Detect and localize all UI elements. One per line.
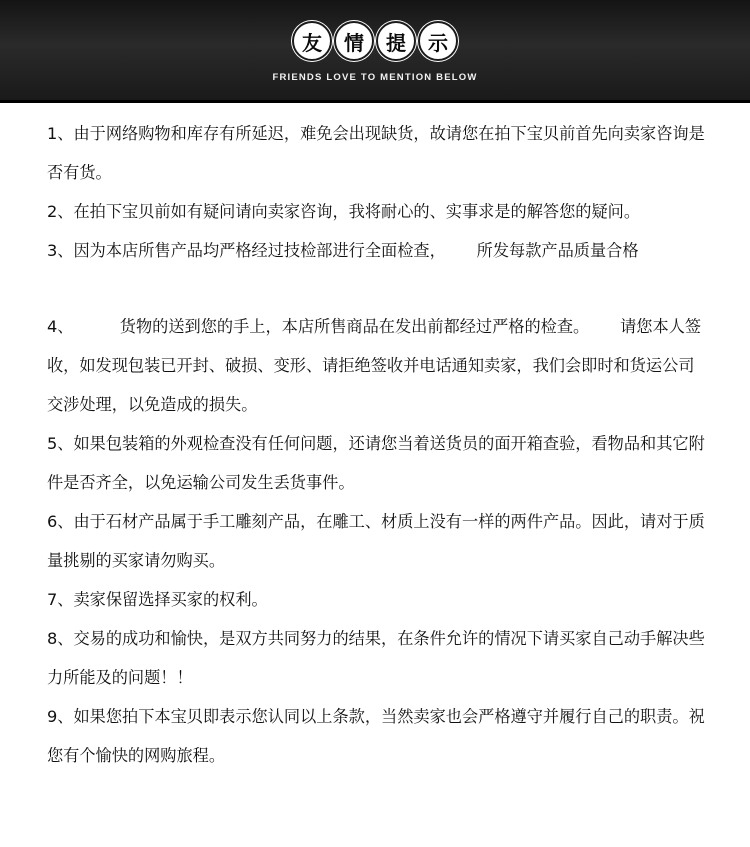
notice-list (47, 114, 705, 775)
notice-item-2: 2、在拍下宝贝前如有疑问请向卖家咨询，我将耐心的、实事求是的解答您的疑问。 (47, 202, 641, 221)
notice-item-3: 3、因为本店所售产品均严格经过技检部进行全面检查， 所发每款产品质量合格 (47, 241, 639, 260)
notice-item-7: 7、卖家保留选择买家的权利。 (47, 590, 268, 609)
title-row (0, 21, 750, 61)
title-char-3: 提 (376, 21, 416, 61)
title-char-1: 友 (292, 21, 332, 61)
notice-item-8: 8、交易的成功和愉快，是双方共同努力的结果，在条件允许的情况下请买家自己动手解决些力所能及的问题！！ (47, 629, 705, 687)
notice-item-4: 4、 货物的送到您的手上，本店所售商品在发出前都经过严格的检查。 请您本人签收，如发现包装已开封、破损、变形、请拒绝签收并电话通知卖家，我们会即时和货运公司交涉处理，以免造成的损失。 (47, 317, 702, 414)
notice-item-9: 9、如果您拍下本宝贝即表示您认同以上条款，当然卖家也会严格遵守并履行自己的职责。祝您有个愉快的网购旅程。 (47, 707, 705, 765)
header-divider (0, 100, 750, 103)
title-char-2: 情 (334, 21, 374, 61)
notice-item-1: 1、由于网络购物和库存有所延迟，难免会出现缺货，故请您在拍下宝贝前首先向卖家咨询是否有货。 (47, 124, 705, 182)
title-char-4: 示 (418, 21, 458, 61)
notice-item-6: 6、由于石材产品属于手工雕刻产品，在雕工、材质上没有一样的两件产品。因此，请对于质量挑剔的买家请勿购买。 (47, 512, 705, 570)
spacer (47, 270, 705, 307)
header-subtitle: FRIENDS LOVE TO MENTION BELOW (272, 72, 478, 83)
header-banner (0, 0, 750, 100)
notice-item-5: 5、如果包装箱的外观检查没有任何问题，还请您当着送货员的面开箱查验，看物品和其它附件是否齐全，以免运输公司发生丢货事件。 (47, 434, 705, 492)
